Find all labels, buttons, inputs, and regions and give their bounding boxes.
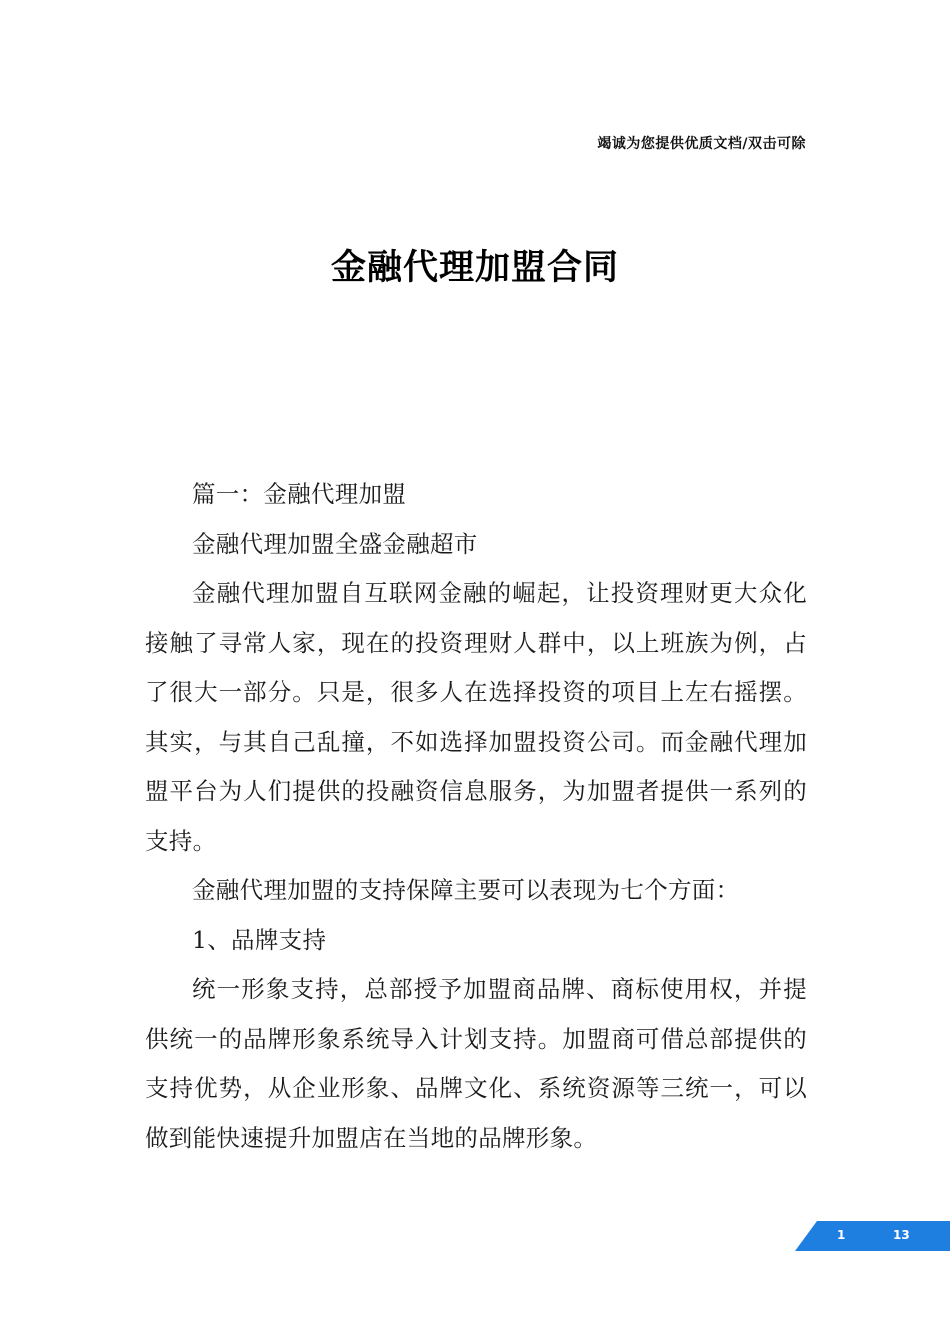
paragraph-brand-support: 统一形象支持，总部授予加盟商品牌、商标使用权，并提供统一的品牌形象系统导入计划支持。加盟商可借总部提供的支持优势，从企业形象、品牌文化、系统资源等三统一，可以做到能快速提升加盟店在当地的品牌形象。 xyxy=(145,975,807,1152)
page-band-shape xyxy=(795,1221,950,1251)
document-title: 金融代理加盟合同 xyxy=(330,248,619,288)
document-body xyxy=(145,470,807,1163)
page-number-current: 1 xyxy=(837,1228,846,1242)
paragraph-list-heading-brand: 1、品牌支持 xyxy=(192,925,327,954)
paragraph-subtitle: 金融代理加盟全盛金融超市 xyxy=(192,529,478,558)
paragraph-support-summary: 金融代理加盟的支持保障主要可以表现为七个方面： xyxy=(192,876,740,904)
page-number-total: 13 xyxy=(893,1228,910,1242)
page-header-note: 竭诚为您提供优质文档/双击可除 xyxy=(597,136,806,152)
paragraph-intro: 金融代理加盟自互联网金融的崛起，让投资理财更大众化接触了寻常人家，现在的投资理财人群中，以上班族为例，占了很大一部分。只是，很多人在选择投资的项目上左右摇摆。其实，与其自己乱撞，不如选择加盟投资公司。而金融代理加盟平台为人们提供的投融资信息服务，为加盟者提供一系列的支持。 xyxy=(145,579,807,855)
paragraph-section-heading: 篇一：金融代理加盟 xyxy=(192,480,407,508)
page-number-band xyxy=(795,1221,950,1251)
